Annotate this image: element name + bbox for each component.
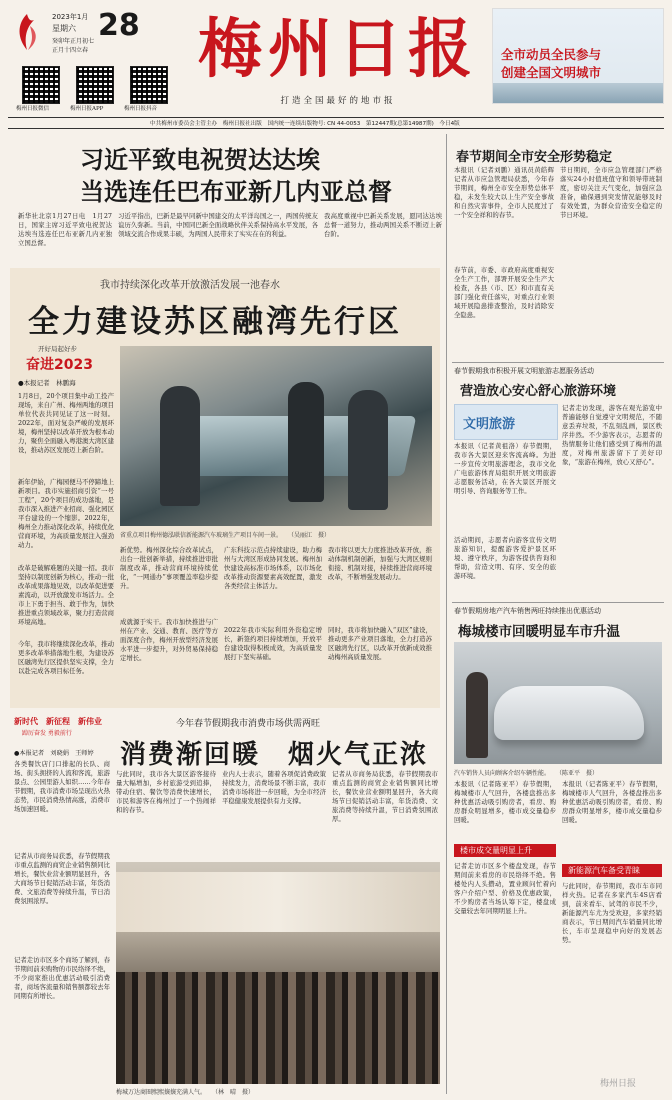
- info-rule: [8, 128, 664, 129]
- column-divider: [446, 134, 447, 1094]
- auto-kicker: 春节假期房地产汽车销售两旺持续推出优惠活动: [454, 607, 601, 615]
- feature-body-3: 改革是破解难题的关键一招。我市坚持以制度创新为核心，推动一批改革成果落地见效，以改革促进要素流动，以开放激发市场活力。全市上下勇于担当、敢于作为，加快推进重点领域改革，聚力打造营商环境高地。: [18, 564, 114, 626]
- lunar-date-2: 正月十四立春: [52, 47, 89, 54]
- qr-label-douyin: 梅州日报抖音: [124, 106, 158, 112]
- worker-figure-2: [288, 382, 324, 502]
- badge-new-journey: 新征程: [46, 717, 70, 726]
- tourism-rule: [452, 602, 664, 603]
- lunar-date-1: 癸卯年正月初七: [52, 38, 95, 45]
- feature-body-4: 今年，我市将继续深化改革，推动更多改革举措落地生根，为建设苏区融湾先行区提供坚实支撑，全力以赴完成各项目标任务。: [18, 640, 114, 675]
- ad-line-1: 全市动员全民参与: [501, 47, 602, 62]
- feature-col4-1: 我市将以更大力度推进改革开放，推动体制机制创新，加强与大湾区规则衔接、机制对接，持续推进营商环境改革，不断增强发展动力。: [328, 546, 432, 581]
- feature-col4-2: 同时，我市将加快融入“双区”建设，推动更多产业项目落地，全力打造苏区融湾先行区，以改革开放新成效推动梅州高质量发展。: [328, 626, 432, 661]
- qr-label-app: 梅州日报APP: [70, 106, 104, 112]
- paper-info-line: 中共梅州市委员会主管主办 梅州日报社出版 国内统一连续出版物号: CN 44-0053 第12447期(总第14987期) 今日4版: [150, 121, 460, 127]
- shopping-crowd-photo[interactable]: [116, 862, 440, 1084]
- qr-label-wechat: 梅州日报微信: [16, 106, 50, 112]
- badge-new-feat: 新伟业: [78, 717, 102, 726]
- new-energy-subhead: 新能源汽车备受青睐: [562, 864, 662, 877]
- property-subhead: 楼市成交量明显上升: [454, 844, 556, 857]
- badge-new-era: 新时代: [14, 717, 38, 726]
- auto-headline: 梅城楼市回暖明显车市升温: [458, 624, 620, 640]
- safety-headline: 春节期间全市安全形势稳定: [456, 150, 613, 165]
- consumer-body-1: 各类餐饮店门口排起的长队、商场、街头拥挤的人流和客流，旅游景点、公园里游人如织……今年春节假期，我市消费市场呈现出火热态势，市民消费热情高涨，消费市场加速回暖。: [14, 760, 110, 813]
- storefront: [116, 872, 440, 932]
- qr-code-douyin[interactable]: [130, 66, 168, 104]
- civil-tourism-logo: [454, 404, 558, 440]
- qr-code-wechat[interactable]: [22, 66, 60, 104]
- badge-top: 开好局起好步: [38, 345, 77, 353]
- date-box: [8, 8, 178, 60]
- date-year: 2023年1月: [52, 13, 89, 21]
- consumer-body-3: 记者走访市区多个商场了解到，春节期间前来购物的市民络绎不绝，不少商家推出优惠活动吸引消费者，商场客流量和销售额都较去年同期有所增长。: [14, 956, 110, 1000]
- feature-col3-1: 广东科技示范点持续建设，助力梅州与大湾区形成协同发展。梅州加快建设高标准市场体系，以市场化改革推动资源要素高效配置，激发各类经营主体活力。: [224, 546, 322, 590]
- consumer-byline: ●本报记者 刘晓娟 王师婷: [14, 750, 94, 757]
- feature-badge: [18, 344, 110, 372]
- paper-title: 梅州日报: [198, 12, 478, 87]
- factory-photo-caption: 省重点项目梅州德泓联信新能源汽车玻璃生产项目车间一景。 （吴丽江 摄）: [120, 532, 331, 539]
- lead-body-3: 我高度重视中巴新关系发展，愿同达达埃总督一道努力，推动两国关系不断迈上新台阶。: [324, 212, 442, 238]
- consumer-kicker: 今年春节假期我市消费市场供需两旺: [176, 719, 321, 729]
- auto-body-2: 记者走访市区多个楼盘发现，春节期间前来看房的市民络绎不绝。售楼处内人头攒动，置业顾问忙着向客户介绍户型、价格及优惠政策，不少购房者当场认筹下定，楼盘成交量较去年同期明显上升。: [454, 862, 556, 915]
- civil-tourism-logo-text: 文明旅游: [463, 417, 516, 432]
- newspaper-emblem-icon: [12, 12, 42, 52]
- tourism-body-1: 本报讯（记者黄祖洛）春节假期，我市各大景区迎来客流高峰。为进一步宣传文明旅游理念，我市文化广电旅游体育局组织开展文明旅游志愿服务活动，在各大景区开展文明引导、咨询服务等工作。: [454, 442, 556, 495]
- qr-code-app[interactable]: [76, 66, 114, 104]
- auto-body-3: 与此同时，春节期间，我市车市同样火热。记者在多家汽车4S店看到，前来看车、试驾的市民不少，新能源汽车尤为受欢迎，多家经销商表示，节日期间汽车销量同比增长，车市呈现稳中向好的发展态势。: [562, 882, 662, 944]
- car-body: [494, 686, 644, 740]
- feature-headline: 全力建设苏区融湾先行区: [28, 304, 402, 340]
- day-number: 28: [98, 8, 140, 43]
- lead-body-1: 新华社北京1月27日电 1月27日，国家主席习近平致电祝贺达达埃当选连任巴布亚新几内亚独立国总督。: [18, 212, 112, 247]
- tourism-kicker: 春节假期我市积极开展文明旅游志愿服务活动: [454, 367, 594, 375]
- badge-sub: 踔厉奋发 勇毅前行: [22, 730, 72, 737]
- feature-body-2: 新年伊始，广梅园便马不停蹄地上新项目。我市实施招商引资“一号工程”，20个项目的成功落地，是我市深入推进产业招商、强化园区平台建设的一个缩影。2022年，梅州全力推动深化改革，持续优化营商环境，为高质量发展注入强劲动力。: [18, 478, 114, 549]
- civilization-ad: [492, 8, 664, 104]
- shopping-photo-caption: 梅城万达商圈熙熙攘攘充满人气。 （林 晴 摄）: [116, 1089, 255, 1096]
- feature-col2-2: 成就源于实干。我市加快推进与广州在产业、交通、教育、医疗等方面深度合作，梅州开放型经济发展水平进一步提升，对外贸易保持稳定增长。: [120, 618, 218, 662]
- worker-figure-1: [160, 386, 200, 506]
- consumer-headline: 消费渐回暖 烟火气正浓: [120, 740, 429, 770]
- new-era-badge: [14, 716, 110, 750]
- auto-body-1: 本报讯（记者陈亚平）春节假期，梅城楼市人气回升，各楼盘推出多种优惠活动吸引购房者，看房、购房群众明显增多，楼市成交量稳步回暖。: [454, 780, 556, 824]
- feature-col3-2: 2022年我市实际利用外资稳定增长，新签约项目持续增加，开放平台建设取得积极成效，为高质量发展打下坚实基础。: [224, 626, 322, 661]
- weekday: 星期六: [52, 24, 76, 33]
- feature-body-1: 1月8日，20个项目集中动工投产现场，来自广州、梅州两地的项目单位代表共同见证了这一时刻。2022年，面对复杂严峻的发展环境，梅州坚持以改革开放为根本动力，聚焦全面融入粤港澳大湾区建设，推动苏区发展迈上新台阶。: [18, 392, 114, 454]
- masthead: [8, 6, 664, 114]
- tourism-headline: 营造放心安心舒心旅游环境: [460, 384, 617, 399]
- ad-line-2: 创建全国文明城市: [501, 65, 602, 80]
- city-skyline-icon: [493, 83, 663, 103]
- paper-slogan: 打造全国最好的地市报: [280, 96, 396, 106]
- auto-body-1b: 本报讯（记者陈亚平）春节假期，梅城楼市人气回升，各楼盘推出多种优惠活动吸引购房者，看房、购房群众明显增多，楼市成交量稳步回暖。: [562, 780, 662, 824]
- badge-main: 奋进2023: [26, 357, 93, 373]
- safety-body-3: 节日期间，全市应急管理部门严格落实24小时值班值守和领导带班制度，密切关注天气变化，加强应急准备，确保遇到突发情况能够及时有效处置，为群众营造安全稳定的节日环境。: [560, 166, 662, 219]
- consumer-body-4: 与此同时，我市各大景区游客接待量大幅增加，乡村旅游受到追捧，带动住宿、餐饮等消费快速增长，市民和游客在梅州过了一个热闹祥和的春节。: [116, 770, 216, 814]
- consumer-body-2: 记者从市商务局获悉，春节假期我市重点监测的商贸企业销售额同比增长，餐饮业营业额明显回升，各大商场节日促销活动丰富，年货消费、文旅消费等持续升温，节日消费氛围浓厚。: [14, 852, 110, 905]
- car-photo-caption: 汽车销售人员向顾客介绍车辆性能。 （陈亚平 摄）: [454, 770, 599, 777]
- watermark-logo: 梅州日报: [600, 1079, 637, 1089]
- consumer-body-6: 记者从市商务局获悉，春节假期我市重点监测的商贸企业销售额同比增长，餐饮业营业额明显回升，各大商场节日促销活动丰富，年货消费、文旅消费等持续升温，节日消费氛围浓厚。: [332, 770, 438, 823]
- crowd: [116, 972, 440, 1084]
- factory-photo[interactable]: [120, 346, 432, 526]
- feature-col2-1: 新优势。梅州深化综合改革试点，出台一批创新举措，持续推进审批制度改革，推动营商环境持续优化，“一网通办”事项覆盖率稳步提升。: [120, 546, 218, 590]
- masthead-rule: [8, 117, 664, 118]
- tourism-body-3: 记者走访发现，游客在观光游览中普遍能够自觉遵守文明规范，不随意丢弃垃圾，不乱刻乱画，景区秩序井然。不少游客表示，志愿者的热情服务让他们感受到了梅州的温度，对梅州旅游留下了美好印象，“旅游在梅州，放心又舒心”。: [562, 404, 662, 466]
- worker-figure-3: [348, 390, 388, 510]
- tourism-body-2: 活动期间，志愿者向游客宣传文明旅游知识，提醒游客爱护景区环境、遵守秩序，为游客提供咨询和帮助，营造文明、有序、安全的旅游环境。: [454, 536, 556, 580]
- lead-headline-1: 习近平致电祝贺达达埃: [80, 146, 320, 174]
- consumer-body-5: 业内人士表示，随着各项促消费政策持续发力，消费场景不断丰富，我市消费市场将进一步回暖，为全市经济平稳健康发展提供有力支撑。: [222, 770, 326, 805]
- safety-rule: [452, 362, 664, 363]
- lead-headline-2: 当选连任巴布亚新几内亚总督: [80, 178, 392, 206]
- feature-kicker: 我市持续深化改革开放激活发展一池春水: [100, 280, 280, 291]
- car-showroom-photo[interactable]: [454, 642, 662, 764]
- safety-body-1: 本报讯（记者刘鹏）通讯员黄皓辉 记者从市应急管理局获悉，今年春节期间，梅州全市安全形势总体平稳，未发生较大以上生产安全事故和自然灾害事件，全市人民度过了一个安全祥和的春节。: [454, 166, 554, 219]
- feature-byline: ●本报记者 林鹏海: [18, 379, 76, 387]
- safety-body-2: 春节前，市委、市政府高度重视安全生产工作，部署开展安全生产大检查，各县（市、区）和市直有关部门强化责任落实，对重点行业领域开展隐患排查整治，及时消除安全隐患。: [454, 266, 554, 319]
- lead-body-2: 习近平指出，巴新是最早同新中国建交的太平洋岛国之一，两国传统友谊历久弥新。当前，中国同巴新全面战略伙伴关系保持高水平发展，各领域交流合作成果丰硕，为两国人民带来了实实在在的利益。: [118, 212, 318, 238]
- salesperson-figure: [466, 672, 488, 758]
